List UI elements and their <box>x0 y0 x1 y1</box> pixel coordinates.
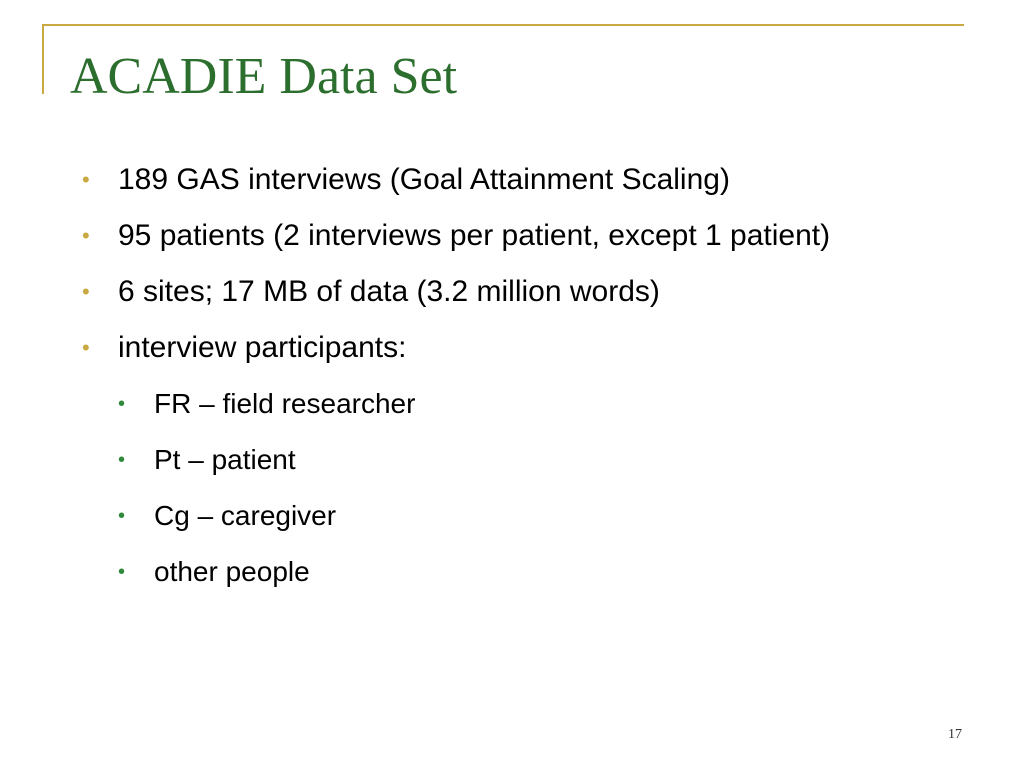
frame-top-rule <box>42 24 964 26</box>
bullet-icon: • <box>82 223 90 248</box>
sub-bullet-text: other people <box>154 556 310 587</box>
sub-bullet-item <box>118 552 962 592</box>
bullet-icon: • <box>82 279 90 304</box>
sub-bullet-item <box>118 496 962 536</box>
bullet-item <box>82 160 962 200</box>
sub-bullet-item <box>118 440 962 480</box>
sub-bullet-icon: • <box>118 505 126 527</box>
bullet-item <box>82 216 962 256</box>
bullet-text: 189 GAS interviews (Goal Attainment Scaling) <box>118 163 730 196</box>
sub-bullet-icon: • <box>118 561 126 583</box>
bullet-icon: • <box>82 167 90 192</box>
bullet-text: interview participants: <box>118 331 407 364</box>
sub-bullet-icon: • <box>118 449 126 471</box>
bullet-text: 95 patients (2 interviews per patient, except 1 patient) <box>118 219 831 252</box>
sub-bullet-icon: • <box>118 393 126 415</box>
sub-bullet-text: FR – field researcher <box>154 388 416 419</box>
page-number: 17 <box>948 727 962 742</box>
slide-title: ACADIE Data Set <box>70 48 458 105</box>
frame-left-rule <box>42 24 44 94</box>
bullet-icon: • <box>82 335 90 360</box>
bullet-item <box>82 328 962 368</box>
bullet-list <box>82 160 962 608</box>
bullet-text: 6 sites; 17 MB of data (3.2 million words) <box>118 275 660 308</box>
sub-bullet-text: Pt – patient <box>154 444 296 475</box>
sub-bullet-text: Cg – caregiver <box>154 500 337 531</box>
sub-bullet-item <box>118 384 962 424</box>
bullet-item <box>82 272 962 312</box>
